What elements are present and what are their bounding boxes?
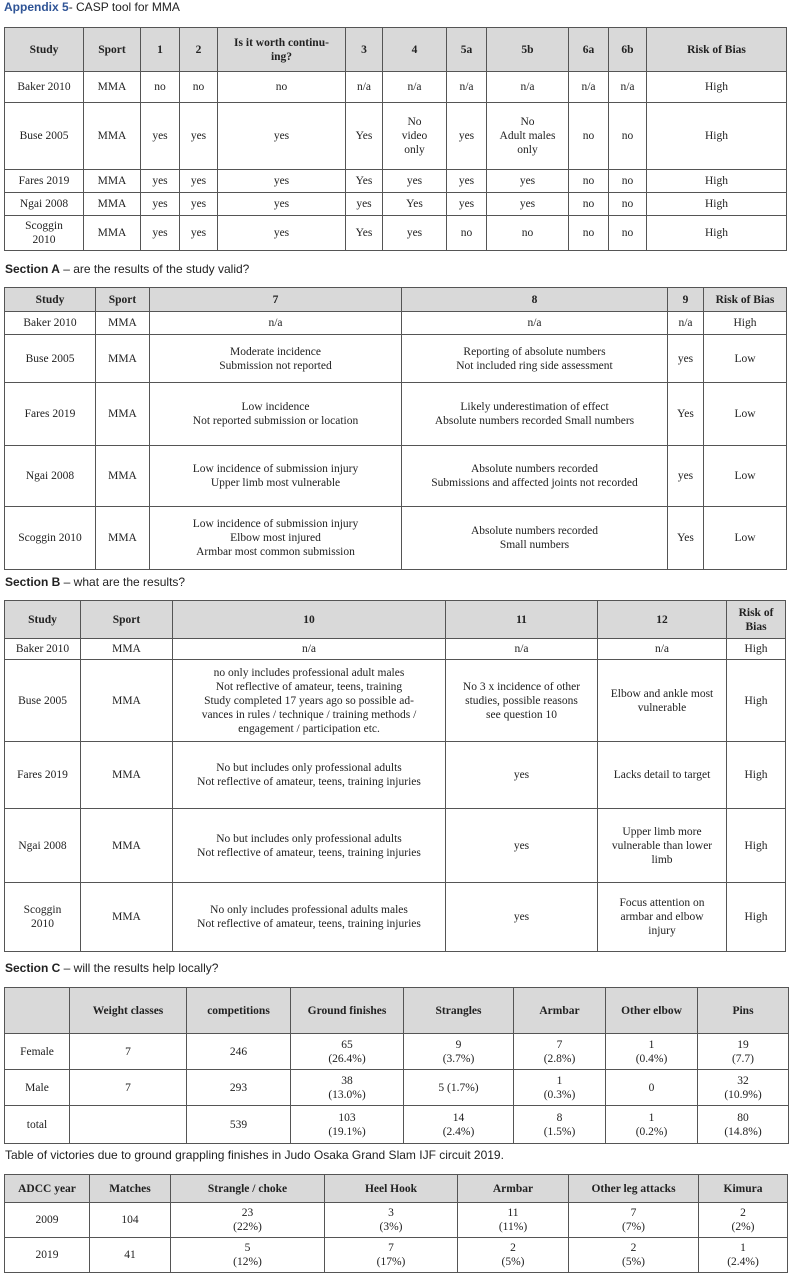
table-cell: n/a [383,72,447,103]
table-cell: yes [446,809,598,883]
table-cell: High [727,660,786,742]
column-header: Kimura [699,1175,788,1203]
table-cell: Fares 2019 [5,170,84,193]
section-a-text: – are the results of the study valid? [59,262,250,276]
table-cell: yes [218,170,346,193]
table-cell: yes [141,216,180,251]
table-cell: 104 [90,1203,171,1238]
table-cell: 1 (0.2%) [606,1106,698,1144]
column-header: 3 [346,28,383,72]
table-cell: 103 (19.1%) [291,1106,404,1144]
table-cell: no only includes professional adult males Not reflective of amateur, teens, training Study completed 17 years ago so possible ad- vances in rules / technique / training methods / engagement / participation etc. [173,660,446,742]
table-row [5,335,787,383]
table-cell: High [727,742,786,809]
section-b-label: Section B [5,575,61,589]
section-c-label: Section C [5,961,61,975]
table-cell: 2009 [5,1203,90,1238]
table-cell: Focus attention on armbar and elbow injury [598,883,727,952]
table-cell: 65 (26.4%) [291,1034,404,1070]
table-cell: n/a [569,72,609,103]
table-cell: no [609,193,647,216]
table-row [5,103,787,170]
column-header: Strangle / choke [171,1175,325,1203]
table-row [5,383,787,446]
column-header: 8 [402,288,668,312]
table-cell: Upper limb more vulnerable than lower limb [598,809,727,883]
column-header: Sport [84,28,141,72]
section-b-text: – what are the results? [60,575,186,589]
table-cell: no [141,72,180,103]
table-cell: yes [346,193,383,216]
table-cell: Yes [668,507,704,570]
table-cell: 5 (1.7%) [404,1070,514,1106]
column-header: Study [5,28,84,72]
table-cell: 23 (22%) [171,1203,325,1238]
table-cell: 38 (13.0%) [291,1070,404,1106]
column-header: Armbar [458,1175,569,1203]
table-cell: 293 [187,1070,291,1106]
table-cell: MMA [81,809,173,883]
table-cell: yes [447,170,487,193]
column-header: 7 [150,288,402,312]
table-cell: 7 (7%) [569,1203,699,1238]
table-row [5,1238,788,1273]
table-row [5,883,786,952]
table-cell: 5 (12%) [171,1238,325,1273]
table-cell: High [727,809,786,883]
table-cell: MMA [81,639,173,660]
table-cell: Baker 2010 [5,312,96,335]
table-cell: 1 (0.4%) [606,1034,698,1070]
table-cell: Elbow and ankle most vulnerable [598,660,727,742]
table-cell: yes [141,170,180,193]
column-header: Sport [81,601,173,639]
table-cell: Low [704,446,787,507]
table-cell: Scoggin 2010 [5,216,84,251]
table-cell: yes [446,742,598,809]
table-cell: no [609,103,647,170]
table-cell: Absolute numbers recorded Submissions and affected joints not recorded [402,446,668,507]
table-cell: High [704,312,787,335]
table-cell: 11 (11%) [458,1203,569,1238]
table-cell: 2 (5%) [569,1238,699,1273]
column-header: Heel Hook [325,1175,458,1203]
table-cell: yes [218,216,346,251]
table-cell: n/a [150,312,402,335]
table-cell: yes [180,216,218,251]
table-cell: 1 (0.3%) [514,1070,606,1106]
appendix-title [4,0,180,14]
table-cell: High [647,193,787,216]
table-cell: yes [218,193,346,216]
table-row [5,1034,789,1070]
table-cell: Low [704,335,787,383]
column-header: 4 [383,28,447,72]
column-header: 9 [668,288,704,312]
table-cell: MMA [84,216,141,251]
table-cell: High [647,72,787,103]
table-cell: 7 (17%) [325,1238,458,1273]
table-cell: no [487,216,569,251]
column-header: Pins [698,988,789,1034]
table-cell [70,1106,187,1144]
column-header: 12 [598,601,727,639]
table-cell: No but includes only professional adults Not reflective of amateur, teens, training injuries [173,742,446,809]
table-cell: n/a [402,312,668,335]
table-cell: no [218,72,346,103]
column-header: Armbar [514,988,606,1034]
table-cell: 2 (5%) [458,1238,569,1273]
table-cell: No only includes professional adults males Not reflective of amateur, teens, training injuries [173,883,446,952]
table-row [5,446,787,507]
column-header: Study [5,601,81,639]
table-cell: High [727,883,786,952]
column-header: 10 [173,601,446,639]
table-header-row [5,988,789,1034]
table-cell: 32 (10.9%) [698,1070,789,1106]
table-cell: 2 (2%) [699,1203,788,1238]
table-cell: Lacks detail to target [598,742,727,809]
table-cell: Low incidence Not reported submission or location [150,383,402,446]
section-a-table [4,287,787,570]
table-cell: High [647,170,787,193]
table-cell: no [609,216,647,251]
table-row [5,1070,789,1106]
table-cell: yes [218,103,346,170]
column-header: Weight classes [70,988,187,1034]
table-header-row [5,28,787,72]
table-cell: n/a [598,639,727,660]
column-header: 5a [447,28,487,72]
table-cell: Female [5,1034,70,1070]
table-cell: No 3 x incidence of other studies, possible reasons see question 10 [446,660,598,742]
table-row [5,639,786,660]
table-cell: Scoggin 2010 [5,883,81,952]
section-a-caption [5,262,249,276]
table-cell: no [569,103,609,170]
table-cell: 0 [606,1070,698,1106]
table-cell: 7 [70,1070,187,1106]
table-cell: Yes [346,216,383,251]
table-cell: No but includes only professional adults Not reflective of amateur, teens, training injuries [173,809,446,883]
section-b-table [4,600,786,952]
table-cell: MMA [96,507,150,570]
column-header [5,988,70,1034]
table-cell: Yes [346,103,383,170]
table-cell: Buse 2005 [5,335,96,383]
table-header-row [5,1175,788,1203]
table-cell: MMA [84,103,141,170]
column-header: Risk of Bias [704,288,787,312]
table-cell: 1 (2.4%) [699,1238,788,1273]
table-row [5,660,786,742]
table-cell: Buse 2005 [5,103,84,170]
table-cell: n/a [609,72,647,103]
table-cell: yes [383,170,447,193]
table-cell: total [5,1106,70,1144]
table-cell: No Adult males only [487,103,569,170]
table-row [5,312,787,335]
section-c-caption [5,961,218,975]
table-cell: no [569,216,609,251]
table-cell: Ngai 2008 [5,446,96,507]
table-cell: Ngai 2008 [5,809,81,883]
table-cell: 9 (3.7%) [404,1034,514,1070]
table-row [5,809,786,883]
table-cell: Baker 2010 [5,72,84,103]
table-cell: MMA [96,312,150,335]
adcc-table [4,1174,788,1273]
table-cell: Low incidence of submission injury Elbow most injured Armbar most common submission [150,507,402,570]
table-cell: yes [180,193,218,216]
column-header: 2 [180,28,218,72]
table-cell: yes [180,103,218,170]
column-header: 11 [446,601,598,639]
column-header: Is it worth continu- ing? [218,28,346,72]
table-cell: MMA [96,335,150,383]
table-header-row [5,288,787,312]
table-cell: yes [180,170,218,193]
table-cell: Likely underestimation of effect Absolute numbers recorded Small numbers [402,383,668,446]
table-cell: no [569,193,609,216]
table-cell: n/a [346,72,383,103]
table-cell: Reporting of absolute numbers Not included ring side assessment [402,335,668,383]
table-cell: MMA [84,193,141,216]
table-cell: no [609,170,647,193]
column-header: ADCC year [5,1175,90,1203]
table-cell: High [647,216,787,251]
table-cell: Low [704,383,787,446]
table-cell: yes [487,193,569,216]
table-cell: Yes [383,193,447,216]
judo-osaka-table [4,987,789,1144]
table-cell: High [727,639,786,660]
table-cell: Scoggin 2010 [5,507,96,570]
table-cell: n/a [446,639,598,660]
table-cell: 7 (2.8%) [514,1034,606,1070]
table-cell: yes [447,193,487,216]
table-cell: Yes [346,170,383,193]
table-cell: MMA [81,883,173,952]
section-a-label: Section A [5,262,60,276]
table-cell: Yes [668,383,704,446]
table-cell: 41 [90,1238,171,1273]
casp-screening-table [4,27,787,251]
table-row [5,216,787,251]
column-header: 1 [141,28,180,72]
table-cell: yes [487,170,569,193]
table-cell: Male [5,1070,70,1106]
table-cell: Fares 2019 [5,742,81,809]
table-cell: Buse 2005 [5,660,81,742]
table-cell: 2019 [5,1238,90,1273]
table-row [5,72,787,103]
table-cell: MMA [84,72,141,103]
table-cell: 7 [70,1034,187,1070]
column-header: Ground finishes [291,988,404,1034]
table-cell: Fares 2019 [5,383,96,446]
table-row [5,742,786,809]
column-header: Study [5,288,96,312]
table-cell: Low incidence of submission injury Upper limb most vulnerable [150,446,402,507]
judo-table-caption: Table of victories due to ground grappling finishes in Judo Osaka Grand Slam IJF circuit 2019. [5,1148,504,1162]
table-cell: 14 (2.4%) [404,1106,514,1144]
table-cell: Absolute numbers recorded Small numbers [402,507,668,570]
table-cell: yes [668,446,704,507]
table-cell: 539 [187,1106,291,1144]
table-cell: yes [668,335,704,383]
column-header: Other elbow [606,988,698,1034]
column-header: 6b [609,28,647,72]
table-cell: 246 [187,1034,291,1070]
table-cell: Baker 2010 [5,639,81,660]
column-header: Strangles [404,988,514,1034]
table-cell: n/a [487,72,569,103]
table-cell: n/a [447,72,487,103]
table-cell: Low [704,507,787,570]
table-cell: Ngai 2008 [5,193,84,216]
table-cell: MMA [96,446,150,507]
section-c-text: – will the results help locally? [60,961,219,975]
column-header: Risk of Bias [647,28,787,72]
table-cell: 80 (14.8%) [698,1106,789,1144]
table-cell: no [180,72,218,103]
appendix-title-label: Appendix 5 [4,0,69,14]
column-header: Risk of Bias [727,601,786,639]
table-cell: n/a [668,312,704,335]
appendix-title-text: - CASP tool for MMA [68,0,180,14]
table-cell: No video only [383,103,447,170]
table-cell: Moderate incidence Submission not reported [150,335,402,383]
table-cell: yes [141,193,180,216]
table-cell: yes [383,216,447,251]
table-row [5,170,787,193]
table-row [5,193,787,216]
table-cell: no [569,170,609,193]
table-cell: 3 (3%) [325,1203,458,1238]
column-header: Sport [96,288,150,312]
table-cell: yes [446,883,598,952]
table-row [5,1106,789,1144]
table-cell: MMA [81,660,173,742]
column-header: 6a [569,28,609,72]
table-cell: n/a [173,639,446,660]
table-cell: MMA [81,742,173,809]
section-b-caption [5,575,185,589]
table-cell: no [447,216,487,251]
table-cell: MMA [96,383,150,446]
table-row [5,1203,788,1238]
table-cell: 8 (1.5%) [514,1106,606,1144]
column-header: Other leg attacks [569,1175,699,1203]
table-cell: 19 (7.7) [698,1034,789,1070]
table-cell: yes [141,103,180,170]
table-row [5,507,787,570]
table-cell: yes [447,103,487,170]
table-cell: High [647,103,787,170]
column-header: competitions [187,988,291,1034]
table-cell: MMA [84,170,141,193]
column-header: Matches [90,1175,171,1203]
column-header: 5b [487,28,569,72]
table-header-row [5,601,786,639]
